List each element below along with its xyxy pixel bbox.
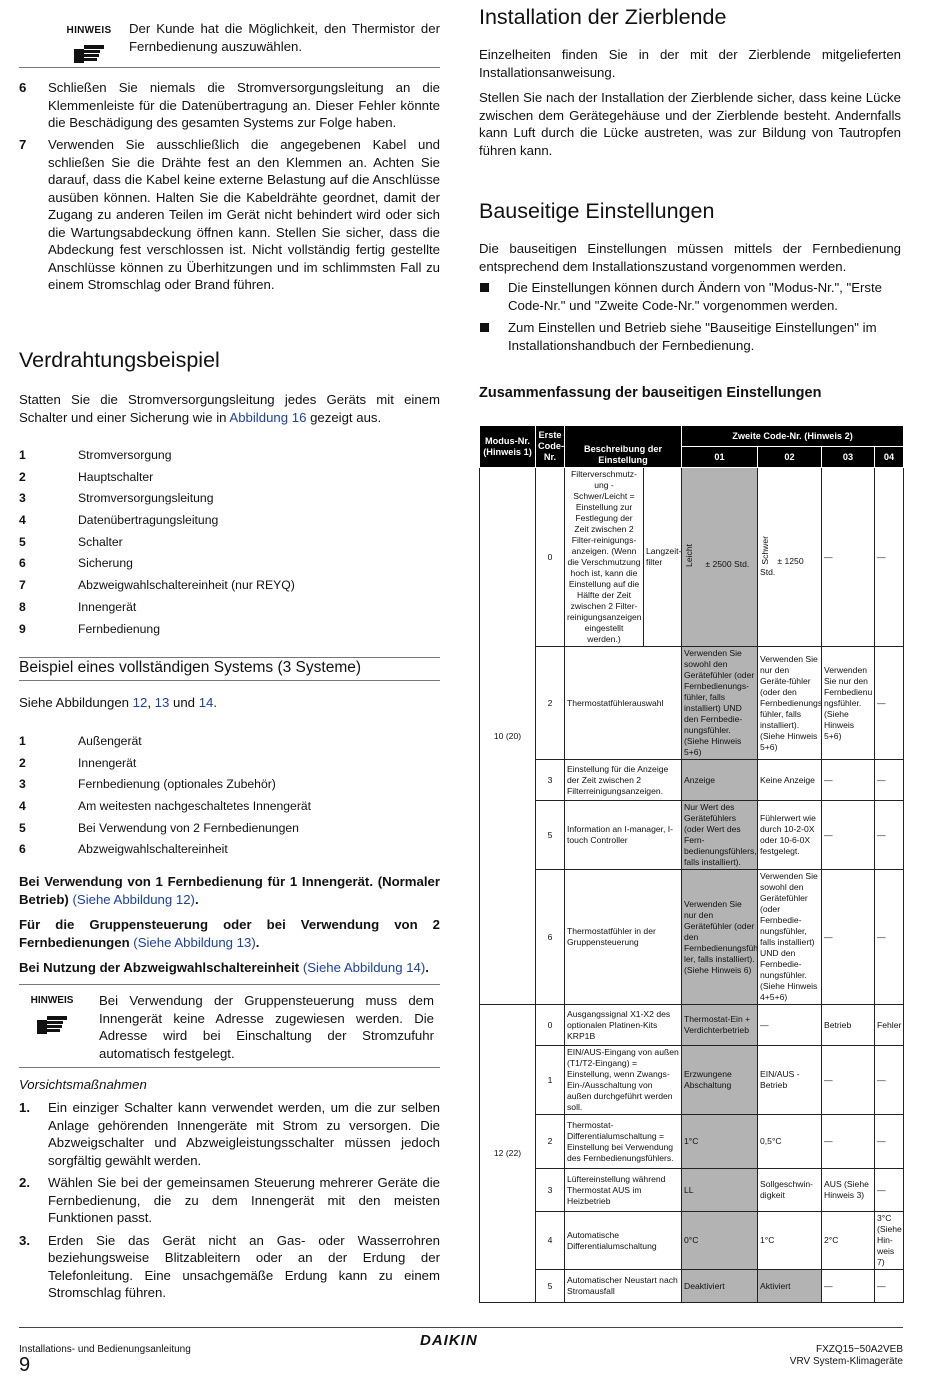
value-cell: — [758, 1005, 822, 1046]
item-number: 5 [19, 534, 26, 549]
table-row [480, 1212, 904, 1270]
table-row [480, 1046, 904, 1115]
desc-cell: Thermostatfühler in der Gruppensteuerung [565, 870, 682, 1005]
pointing-hand-icon [35, 1014, 69, 1036]
footer-page-number: 9 [19, 1354, 31, 1376]
mode-cell: 10 (20) [480, 468, 536, 1005]
item-text: Stromversorgungsleitung [78, 491, 214, 506]
sub-desc-cell: Langzeit-filter [644, 468, 682, 647]
value-cell: — [822, 870, 875, 1005]
dot: . [194, 891, 199, 907]
item-number: 3 [19, 491, 26, 506]
bullet-text: Zum Einstellen und Betrieb siehe "Bauseitige Einstellungen" im Installationshandbuch der Fernbedienung. [508, 320, 877, 353]
header-first-code: Erste Code-Nr. [536, 426, 565, 468]
code-cell: 2 [536, 647, 565, 760]
desc-cell: EIN/AUS-Eingang von außen (T1/T2-Eingang) = Einstellung, wenn Zwangs-Ein-/Ausschaltung von außen durchgeführt werden soll. [565, 1046, 682, 1115]
heading-precautions: Vorsichtsmaßnahmen [19, 1077, 147, 1092]
wiring-intro-end: gezeigt aus. [306, 409, 382, 425]
decor-paragraph-2: Stellen Sie nach der Installation der Zierblende sicher, dass keine Lücke zwischen dem Gerätegehäuse und der Zierblende besteht. Andernfalls kann Luft durch die Lücke austreten, was zur Bildung von Tautropfen führen kann. [479, 90, 901, 158]
value-text: ± 2500 Std. [705, 558, 750, 569]
item-text: Innengerät [78, 599, 137, 614]
item-number: 4 [19, 513, 26, 528]
item-text: Abzweigwahlschaltereinheit [78, 842, 228, 857]
list-item [19, 448, 440, 470]
item-number: 1 [19, 734, 26, 748]
value-cell: EIN/AUS -Betrieb [758, 1046, 822, 1115]
bullet-item [479, 319, 901, 354]
heading-summary: Zusammenfassung der bauseitigen Einstellungen [479, 385, 822, 401]
list-item [19, 756, 440, 778]
value-cell: — [875, 647, 904, 760]
value-cell [682, 468, 758, 647]
value-cell: Verwenden Sie nur den Fernbedienu ngsfühler. (Siehe Hinweis 5+6) [822, 647, 875, 760]
decor-paragraph-1: Einzelheiten finden Sie in der mit der Zierblende mitgelieferten Installationsanweisung. [479, 47, 901, 80]
item-number: 1. [19, 1100, 30, 1115]
step-text: Schließen Sie niemals die Stromversorgungsleitung an die Klemmenleiste für die Datenübertragung an. Dieser Fehler könnte die Beschädigung des gesamten Systems zur Folge haben. [48, 80, 440, 130]
table-row [480, 1270, 904, 1303]
value-cell: — [875, 468, 904, 647]
example-heading-rule-bottom [19, 680, 440, 681]
footer-rule [19, 1327, 903, 1328]
bullet-square-icon [480, 323, 489, 332]
code-cell: 2 [536, 1115, 565, 1169]
value-text: ± 1250 Std. [760, 556, 804, 578]
desc-cell: Thermostatfühlerauswahl [565, 647, 682, 760]
value-cell: — [822, 1115, 875, 1169]
heading-example: Beispiel eines vollständigen Systems (3 Systeme) [19, 659, 362, 676]
list-item [19, 556, 440, 578]
precautions-list [19, 1099, 440, 1302]
value-cell: Verwenden Sie sowohl den Gerätefühler (oder Fernbedie-nungsfühler, falls installiert) UND den Fernbedie-nungsfühler. (Siehe Hinweis 4+5+6) [758, 870, 822, 1005]
wiring-intro-text: Statten Sie die Stromversorgungsleitung jedes Geräts mit einem Schalter und einer Sicherung wie in [19, 392, 440, 425]
code-cell: 3 [536, 760, 565, 801]
step-6 [19, 79, 440, 132]
list-item [19, 578, 440, 600]
header-01: 01 [682, 447, 758, 468]
value-cell: Aktiviert [758, 1270, 822, 1303]
item-text: Erden Sie das Gerät nicht an Gas- oder Wasserrohren beziehungsweise Blitzableitern oder an der Erdung der Telefonleitung. Eine unsachgemäße Erdung kann zu einem Stromschlag führen. [48, 1232, 440, 1300]
item-text: Abzweigwahlschaltereinheit (nur REYQ) [78, 578, 295, 593]
dot: . [255, 934, 260, 950]
wiring-legend-list [19, 448, 440, 643]
item-number: 8 [19, 599, 26, 614]
item-text: Außengerät [78, 734, 142, 748]
list-item [19, 470, 440, 492]
item-number: 6 [19, 556, 26, 571]
value-cell: — [875, 1169, 904, 1212]
value-label: Schwer [760, 535, 770, 565]
item-number: 2 [19, 755, 26, 770]
value-cell: Deaktiviert [682, 1270, 758, 1303]
bullet-item [479, 279, 901, 314]
figure-12-ref[interactable]: (Siehe Abbildung 12) [72, 891, 195, 907]
list-item [19, 821, 440, 843]
table-row [480, 870, 904, 1005]
note-rule-top [19, 984, 440, 985]
value-cell: — [822, 760, 875, 801]
value-cell: Betrieb [822, 1005, 875, 1046]
table-row [480, 1169, 904, 1212]
note-icon-block [59, 22, 119, 69]
value-cell: — [875, 1270, 904, 1303]
note-group-control [19, 991, 440, 1068]
value-cell: — [875, 870, 904, 1005]
item-number: 4 [19, 799, 26, 814]
code-cell: 6 [536, 870, 565, 1005]
step-text: Verwenden Sie ausschließlich die angegebenen Kabel und schließen Sie die Drähte fest an den Klemmen an. Achten Sie darauf, dass die Kabel keine externe Belastung auf die Anschlüsse ausüben können. Halten Sie die Kabeldrähte geordnet, damit der Zugang zu anderen Teilen im Gerät nicht behindert wird oder sich die Wartungsabdeckung öffnen kann. Stellen Sie sicher, dass die Abdeckung fest verschlossen ist. Nicht vollständig fertig gestellte Anschlüsse können zu Überhitzungen und im schlimmsten Fall zu einem Stromschlag oder Brand führen. [48, 137, 440, 292]
item-text: Hauptschalter [78, 469, 154, 484]
daikin-logo [420, 1332, 478, 1349]
desc-cell: Information an I-manager, I-touch Controller [565, 801, 682, 870]
note-icon-block [23, 992, 81, 1040]
item-text: Innengerät [78, 755, 137, 770]
bullet-text: Die Einstellungen können durch Ändern von "Modus-Nr.", "Erste Code-Nr." und "Zweite Code-Nr." vorgenommen werden. [508, 280, 882, 313]
header-04: 04 [875, 447, 904, 468]
precaution-item [19, 1174, 440, 1227]
desc-cell: Ausgangssignal X1-X2 des optionalen Platinen-Kits KRP1B [565, 1005, 682, 1046]
bullet-square-icon [480, 283, 489, 292]
value-cell: — [875, 760, 904, 801]
desc-cell: Automatischer Neustart nach Stromausfall [565, 1270, 682, 1303]
value-cell: Verwenden Sie nur den Gerätefühler (oder den Fernbedienungsfüh ler, falls installiert). (Siehe Hinweis 6) [682, 870, 758, 1005]
value-cell [758, 468, 822, 647]
header-mode: Modus-Nr. (Hinweis 1) [480, 426, 536, 468]
value-cell: — [822, 468, 875, 647]
item-text: Wählen Sie bei der gemeinsamen Steuerung mehrerer Geräte die Fernbedienung, die zu dem Innengerät mit den meisten Funktionen passt. [48, 1175, 440, 1225]
see-end: . [213, 695, 218, 710]
usage-text: Für die Gruppensteuerung oder bei Verwendung von 2 Fernbedienungen [19, 917, 440, 950]
value-cell: 0°C [682, 1212, 758, 1270]
value-cell: Verwenden Sie nur den Geräte-fühler (oder den Fernbedienungs fühler, falls installiert). (Siehe Hinweis 5+6) [758, 647, 822, 760]
list-item [19, 535, 440, 557]
item-text: Bei Verwendung von 2 Fernbedienungen [78, 820, 299, 835]
step-number: 6 [19, 80, 27, 95]
item-text: Stromversorgung [78, 448, 172, 462]
pointing-hand-icon [72, 43, 106, 65]
item-text: Sicherung [78, 556, 133, 571]
note-label: HINWEIS [30, 995, 74, 1006]
table-row [480, 468, 904, 647]
step-number: 7 [19, 137, 27, 152]
figure-13-link[interactable]: 13 [154, 695, 170, 710]
item-text: Ein einziger Schalter kann verwendet werden, um die zur selben Anlage gehörenden Innengeräte mit Strom zu versorgen. Die Abzweigschalter und Abzweigleistungsschalter müssen jedoch sorgfältig gewählt werden. [48, 1100, 440, 1168]
example-heading-rule-top [19, 657, 440, 658]
item-number: 6 [19, 842, 26, 857]
see-and: und [169, 695, 199, 710]
item-number: 7 [19, 578, 26, 593]
heading-field-settings: Bauseitige Einstellungen [479, 199, 715, 223]
figure-16-link[interactable]: Abbildung 16 [229, 409, 307, 425]
list-item [19, 600, 440, 622]
value-cell: Fehler [875, 1005, 904, 1046]
item-text: Fernbedienung [78, 621, 160, 636]
figure-12-link[interactable]: 12 [132, 695, 148, 710]
mode-cell: 12 (22) [480, 1005, 536, 1303]
table-row [480, 801, 904, 870]
code-cell: 1 [536, 1046, 565, 1115]
item-number: 9 [19, 621, 26, 636]
usage-text: Bei Nutzung der Abzweigwahlschaltereinheit [19, 960, 303, 975]
code-cell: 5 [536, 1270, 565, 1303]
see-sep: , [147, 695, 155, 710]
example-legend-list [19, 734, 440, 864]
item-text: Am weitesten nachgeschaltetes Innengerät [78, 799, 312, 814]
value-cell: 0,5°C [758, 1115, 822, 1169]
desc-cell: Einstellung für die Anzeige der Zeit zwischen 2 Filterreinigungsanzeigen. [565, 760, 682, 801]
precaution-item [19, 1232, 440, 1302]
usage-group [19, 916, 440, 951]
footer-product: VRV System-Klimageräte [789, 1356, 903, 1367]
figure-13-ref[interactable]: (Siehe Abbildung 13) [133, 934, 256, 950]
value-cell: — [822, 1046, 875, 1115]
code-cell: 3 [536, 1169, 565, 1212]
table-row [480, 760, 904, 801]
item-text: Datenübertragungsleitung [78, 513, 219, 528]
value-cell: Verwenden Sie sowohl den Gerätefühler (oder Fernbedienungs-fühler, falls installiert) UND den Fernbedie-nungsfühler. (Siehe Hinweis 5+6) [682, 647, 758, 760]
value-cell: — [875, 1115, 904, 1169]
note-thermistor [19, 18, 440, 68]
value-cell: — [822, 1270, 875, 1303]
table-row [480, 647, 904, 760]
value-cell: 2°C [822, 1212, 875, 1270]
item-number: 2 [19, 469, 26, 484]
value-cell: AUS (Siehe Hinweis 3) [822, 1169, 875, 1212]
figure-14-ref[interactable]: (Siehe Abbildung 14) [302, 960, 426, 975]
code-cell: 4 [536, 1212, 565, 1270]
item-number: 2. [19, 1175, 30, 1190]
value-cell: Erzwungene Abschaltung [682, 1046, 758, 1115]
list-item [19, 777, 440, 799]
value-cell: LL [682, 1169, 758, 1212]
figure-14-link[interactable]: 14 [198, 695, 214, 710]
item-text: Fernbedienung (optionales Zubehör) [78, 777, 276, 792]
header-03: 03 [822, 447, 875, 468]
usage-branch [19, 959, 440, 977]
value-cell: — [875, 801, 904, 870]
item-number: 5 [19, 820, 26, 835]
note-text: Der Kunde hat die Möglichkeit, den Thermistor der Fernbedienung auszuwählen. [129, 21, 440, 54]
desc-cell: Thermostat-Differentialumschaltung = Einstellung bei Verwendung des Fernbedienungsfühlers. [565, 1115, 682, 1169]
header-02: 02 [758, 447, 822, 468]
footer-model: FXZQ15~50A2VEB [816, 1344, 903, 1355]
item-number: 3. [19, 1232, 30, 1248]
desc-cell: Filterverschmutz-ung - Schwer/Leicht = Einstellung zur Festlegung der Zeit zwischen 2 Filter-reinigungs-anzeigen. (Wenn die Verschmutzung hoch ist, kann die Einstellung auf die Hälfte der Zeit zwischen 2 Filter-reinigungsanzeigen eingestellt werden.) [565, 468, 644, 647]
wiring-intro [19, 391, 440, 426]
value-label: Leicht [684, 544, 694, 567]
value-cell: Thermostat-Ein + Verdichterbetrieb [682, 1005, 758, 1046]
code-cell: 0 [536, 1005, 565, 1046]
example-see-figures [19, 695, 217, 710]
note-label: HINWEIS [66, 25, 112, 36]
table-row [480, 1115, 904, 1169]
heading-decor-panel: Installation der Zierblende [479, 5, 727, 29]
usage-normal [19, 873, 440, 908]
value-cell: Anzeige [682, 760, 758, 801]
value-cell: — [875, 1046, 904, 1115]
item-text: Schalter [78, 534, 123, 549]
footer-doc-title: Installations- und Bedienungsanleitung [19, 1344, 191, 1355]
heading-wiring: Verdrahtungsbeispiel [19, 348, 220, 372]
header-description: Beschreibung der Einstellung [565, 426, 682, 468]
code-cell: 0 [536, 468, 565, 647]
value-cell: Nur Wert des Gerätefühlers (oder Wert des Fern-bedienungsfühlers, falls installiert). [682, 801, 758, 870]
value-cell: 3°C (Siehe Hin-weis 7) [875, 1212, 904, 1270]
see-text: Siehe Abbildungen [19, 695, 133, 710]
step-7 [19, 136, 440, 294]
value-cell: — [822, 801, 875, 870]
value-cell: 1°C [758, 1212, 822, 1270]
list-item [19, 799, 440, 821]
code-cell: 5 [536, 801, 565, 870]
header-second-code: Zweite Code-Nr. (Hinweis 2) [682, 426, 904, 447]
value-cell: 1°C [682, 1115, 758, 1169]
precaution-item [19, 1099, 440, 1169]
field-paragraph: Die bauseitigen Einstellungen müssen mittels der Fernbedienung entsprechend dem Installationszustand vorgenommen werden. [479, 241, 901, 274]
dot: . [425, 960, 429, 975]
value-cell: Keine Anzeige [758, 760, 822, 801]
field-bullets [479, 279, 901, 354]
list-item [19, 513, 440, 535]
note-text: Bei Verwendung der Gruppensteuerung muss dem Innengerät keine Adresse zugewiesen werden. Die Adresse wird bei Einschaltung der Stromzufuhr automatisch festgelegt. [99, 993, 434, 1061]
desc-cell: Lüftereinstellung während Thermostat AUS im Heizbetrieb [565, 1169, 682, 1212]
item-number: 3 [19, 777, 26, 792]
brand-text: DAIKIN [420, 1332, 478, 1349]
list-item [19, 842, 440, 864]
desc-cell: Automatische Differentialumschaltung [565, 1212, 682, 1270]
usage-text: Bei Verwendung von 1 Fernbedienung für 1 Innengerät. (Normaler Betrieb) [19, 874, 440, 907]
item-number: 1 [19, 448, 26, 462]
field-settings-table [479, 425, 904, 1303]
list-item [19, 491, 440, 513]
list-item [19, 622, 440, 644]
value-cell: Fühlerwert wie durch 10-2-0X oder 10-6-0X festgelegt. [758, 801, 822, 870]
value-cell: Sollgeschwin-digkeit [758, 1169, 822, 1212]
table-row [480, 1005, 904, 1046]
list-item [19, 734, 440, 756]
